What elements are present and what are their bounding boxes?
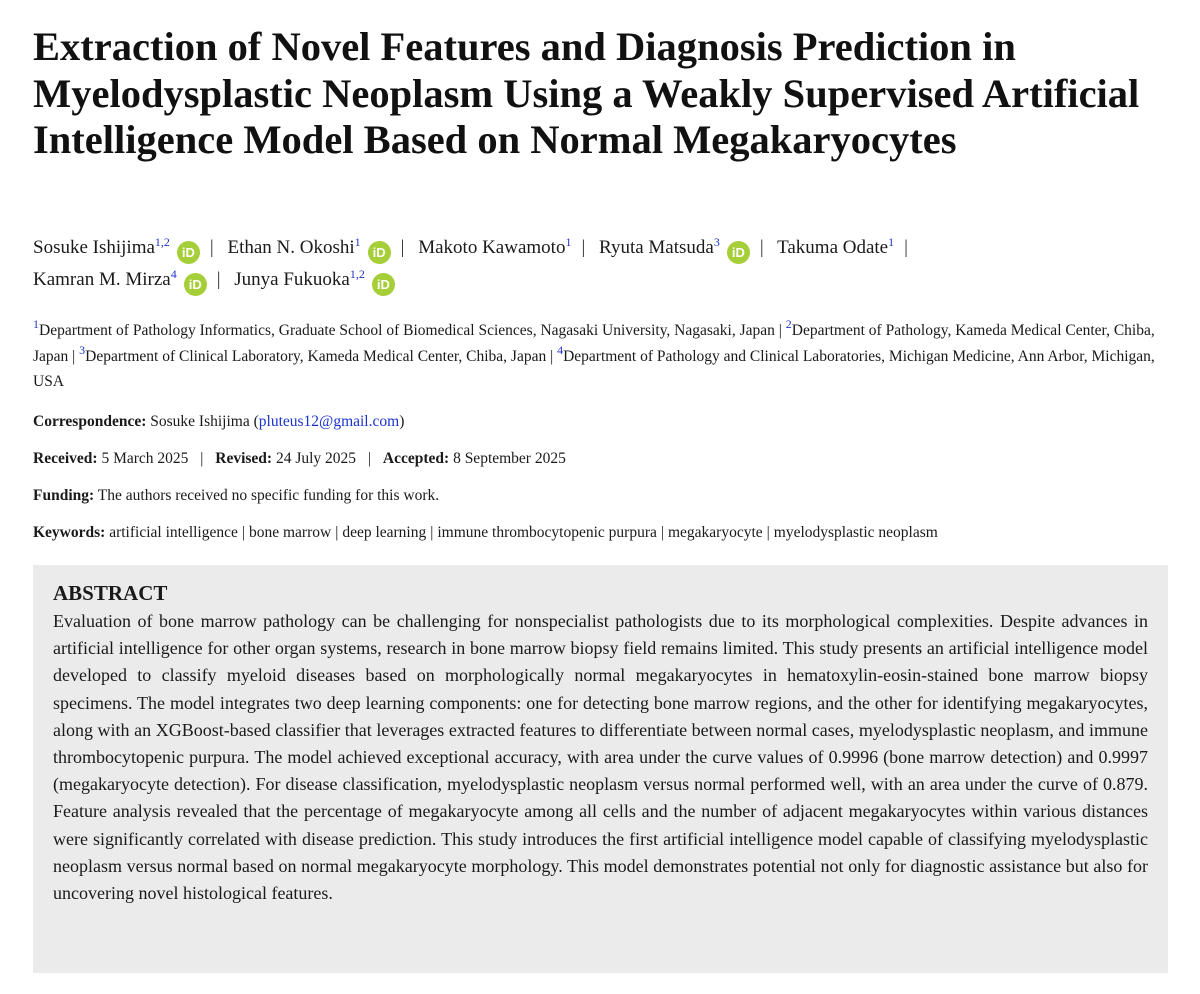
author-separator: | [216,269,221,290]
received-date: 5 March 2025 [101,450,189,467]
author-affiliation-marker: 1 [888,235,895,249]
affiliation-text: Department of Clinical Laboratory, Kameda Medical Center, Chiba, Japan [85,347,547,365]
abstract-box [33,565,1168,973]
orcid-icon[interactable]: iD [177,241,200,264]
affiliation-separator: | [778,322,782,339]
orcid-icon[interactable]: iD [727,241,750,264]
author-separator: | [904,237,908,258]
correspondence-name: Sosuke Ishijima [150,413,250,430]
author-name: Kamran M. Mirza [33,269,171,290]
publication-dates [33,449,1173,469]
correspondence-email-link[interactable]: pluteus12@gmail.com [258,413,400,430]
keyword-separator: | [430,524,434,541]
keyword: artificial intelligence [109,524,238,541]
author[interactable] [227,237,390,258]
date-separator: | [200,450,204,467]
author-separator: | [581,237,586,258]
affiliation-number: 2 [785,317,792,331]
affiliation-number: 4 [557,342,564,357]
correspondence-close: ) [399,413,405,430]
author-name: Sosuke Ishijima [33,237,155,258]
keyword: myelodysplastic neoplasm [773,524,938,541]
funding [33,486,1173,506]
author-name: Takuma Odate [777,237,889,258]
keyword: megakaryocyte [667,524,763,541]
author-affiliation-marker: 4 [170,267,177,281]
correspondence-label: Correspondence: [33,413,147,430]
author[interactable] [599,237,750,258]
keywords-label: Keywords: [33,524,106,541]
author[interactable] [33,237,200,258]
correspondence-open: ( [253,413,259,430]
affiliation-text: Department of Pathology, Kameda Medical Center, Chiba, Japan [33,322,1155,365]
keyword-separator: | [335,524,339,541]
funding-label: Funding: [33,487,95,504]
author[interactable] [777,237,894,258]
orcid-icon[interactable]: iD [372,273,395,296]
author-name: Junya Fukuoka [234,269,350,290]
author[interactable] [33,269,207,290]
orcid-icon[interactable]: iD [184,273,207,296]
accepted-label: Accepted: [382,450,450,467]
received-label: Received: [33,450,98,467]
keyword-separator: | [766,524,770,541]
accepted-date: 8 September 2025 [453,450,566,467]
keyword: bone marrow [248,524,332,541]
keyword-separator: | [660,524,664,541]
revised-label: Revised: [215,450,273,467]
author-list [33,232,1173,296]
author-separator: | [759,237,764,258]
author-name: Ethan N. Okoshi [227,237,355,258]
author-separator: | [209,237,214,258]
author-separator: | [400,237,405,258]
abstract-heading: ABSTRACT [53,581,168,605]
keyword-list [109,524,938,541]
author[interactable] [418,237,571,258]
funding-text: The authors received no specific funding for this work. [97,487,440,504]
author-affiliation-marker: 1 [565,235,572,249]
author[interactable] [234,269,395,290]
affiliation-separator: | [72,347,76,365]
affiliation-number: 3 [79,342,86,357]
author-affiliation-marker: 1,2 [154,235,170,249]
affiliation-separator: | [550,347,554,365]
affiliation-number: 1 [33,317,39,331]
keyword: immune thrombocytopenic purpura [437,524,657,541]
keyword: deep learning [342,524,427,541]
author-name: Makoto Kawamoto [418,237,566,258]
affiliation [33,317,775,339]
author-affiliation-marker: 1 [354,235,361,249]
author-affiliation-marker: 3 [713,235,720,249]
orcid-icon[interactable]: iD [368,241,391,264]
paper-title: Extraction of Novel Features and Diagnosis Prediction in Myelodysplastic Neoplasm Using a Weakly Supervised Artificial Intelligence Model Based on Normal Megakaryocytes [33,24,1140,162]
date-separator: | [367,450,372,467]
revised-date: 24 July 2025 [275,450,357,467]
keyword-separator: | [241,524,245,541]
author-name: Ryuta Matsuda [599,237,714,258]
author-affiliation-marker: 1,2 [349,267,365,281]
affiliation [79,342,547,365]
correspondence [33,412,1173,432]
abstract-text: Evaluation of bone marrow pathology can be challenging for nonspecialist pathologists due to its morphological complexities. Despite advances in artificial intelligence for other organ systems, research in bone marrow biopsy field remains limited. This study presents an artificial intelligence model developed to classify myeloid diseases based on morphologically normal megakaryocytes in hematoxylin-eosin-stained bone marrow biopsy specimens. The model integrates two deep learning components: one for detecting bone marrow regions, and the other for identifying megakaryocytes, along with an XGBoost-based classifier that leverages extracted features to differentiate between normal cases, myelodysplastic neoplasm, and immune thrombocytopenic purpura. The model achieved exceptional accuracy, with area under the curve values of 0.9996 (bone marrow detection) and 0.9997 (megakaryocyte detection). For disease classification, myelodysplastic neoplasm versus normal performed well, with an area under the curve of 0.879. Feature analysis revealed that the percentage of megakaryocyte among all cells and the number of adjacent megakaryocytes within various distances were significantly correlated with disease prediction. This study introduces the first artificial intelligence model capable of classifying myelodysplastic neoplasm versus normal based on normal megakaryocyte morphology. This model demonstrates potential not only for diagnostic assistance but also for uncovering novel histological features. [53,611,1148,904]
affiliations [33,318,1173,395]
keywords [33,523,1173,543]
affiliation-text: Department of Pathology and Clinical Laboratories, Michigan Medicine, Ann Arbor, Michigan, USA [33,347,1155,390]
affiliation-text: Department of Pathology Informatics, Graduate School of Biomedical Sciences, Nagasaki University, Nagasaki, Japan [39,322,775,339]
